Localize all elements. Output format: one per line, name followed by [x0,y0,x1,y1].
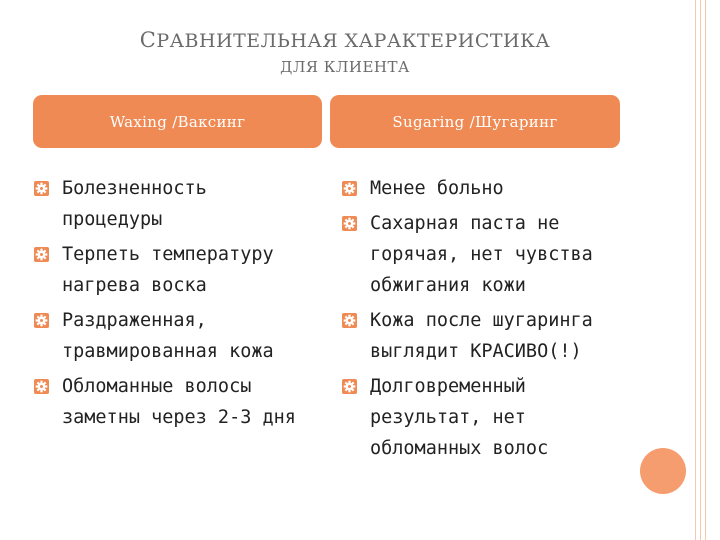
sugaring-list [322,173,622,468]
page-subtitle [80,58,610,76]
list-item-text: Обломанные волосы заметны через 2-3 дня [62,376,296,428]
list-item-text: Болезненность процедуры [62,178,207,230]
gear-icon [342,313,357,328]
page-title [80,28,610,52]
title-line-1: РАВНИТЕЛЬНАЯ ХАРАКТЕРИСТИКА [156,30,551,52]
gear-icon [34,313,49,328]
title-line-2: ДЛЯ КЛИЕНТА [280,58,410,76]
gear-icon [34,379,49,394]
decorative-line-3 [705,0,706,540]
gear-icon [342,379,357,394]
list-item-text: Кожа после шугаринга выглядит КРАСИВО(!) [370,310,593,362]
gear-icon [34,181,49,196]
list-item-text: Менее больно [370,178,504,199]
list-item [14,305,314,367]
list-item-text: Раздраженная, травмированная кожа [62,310,274,362]
list-item [14,371,314,433]
list-item-text: Долговременный результат, нет обломанных волос [370,376,549,459]
list-item [322,173,622,204]
waxing-header [33,95,322,148]
list-item-text: Сахарная паста не горячая, нет чувства обжигания кожи [370,213,593,296]
list-item [322,371,622,464]
waxing-list [14,173,314,437]
gear-icon [342,216,357,231]
list-item [14,173,314,235]
list-item [14,239,314,301]
decorative-circle [640,448,686,494]
list-item-text: Терпеть температуру нагрева воска [62,244,274,296]
sugaring-header-label: Sugaring /Шугаринг [392,112,558,131]
title-initial: С [139,28,157,52]
decorative-line-1 [695,0,696,540]
waxing-header-label: Waxing /Ваксинг [109,112,246,131]
decorative-line-2 [700,0,701,540]
gear-icon [34,247,49,262]
list-item [322,305,622,367]
list-item [322,208,622,301]
gear-icon [342,181,357,196]
sugaring-header [330,95,620,148]
